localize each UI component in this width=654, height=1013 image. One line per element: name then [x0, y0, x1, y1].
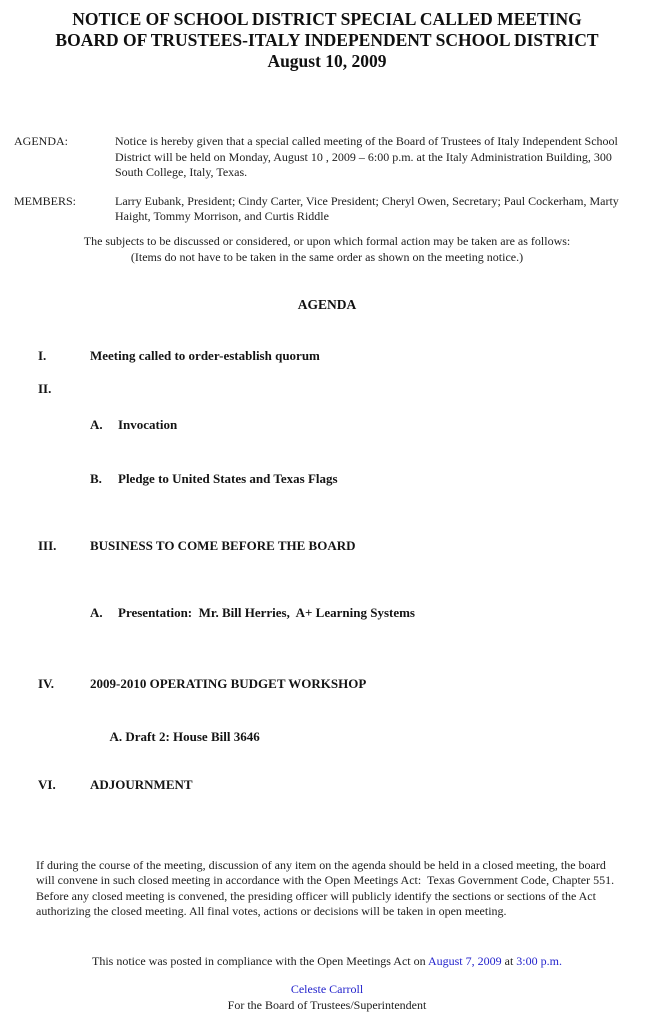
- agenda-item-2a-letter: A.: [90, 416, 103, 432]
- agenda-item-4-text: 2009-2010 OPERATING BUDGET WORKSHOP: [90, 675, 367, 691]
- agenda-notice-text: Notice is hereby given that a special called meeting of the Board of Trustees of Italy Independent School District will be held on Monday, August 10 , 2009 – 6:00 p.m. at the Italy Administration Building, 300 South College, Italy, Texas.: [115, 134, 621, 179]
- agenda-item-2b: [90, 470, 654, 488]
- members-label: MEMBERS:: [14, 193, 77, 208]
- posted-compliance-line: [0, 953, 654, 969]
- agenda-item-3a-letter: A.: [90, 604, 103, 620]
- agenda-item-4-numeral: IV.: [38, 675, 55, 691]
- agenda-item-1-text: Meeting called to order-establish quorum: [90, 347, 320, 363]
- agenda-item-2: [0, 380, 654, 524]
- agenda-item-3-numeral: III.: [38, 537, 57, 553]
- agenda-item-3a: [90, 568, 654, 658]
- agenda-label: AGENDA:: [14, 134, 68, 148]
- posted-prefix: This notice was posted in compliance with the Open Meetings Act on: [92, 953, 428, 968]
- agenda-item-6: [0, 776, 654, 794]
- agenda-item-4: [0, 675, 654, 693]
- agenda-item-4a-text: A. Draft 2: House Bill 3646: [109, 728, 260, 744]
- agenda-item-6-numeral: VI.: [38, 776, 56, 792]
- title-line-2: BOARD OF TRUSTEES-ITALY INDEPENDENT SCHOOL DISTRICT: [55, 30, 599, 50]
- agenda-item-3-text: BUSINESS TO COME BEFORE THE BOARD: [90, 537, 356, 553]
- agenda-item-1-numeral: I.: [38, 347, 47, 363]
- agenda-notice-row: [14, 134, 630, 181]
- agenda-item-2a-text: Invocation: [118, 416, 178, 432]
- agenda-item-2-numeral: II.: [38, 380, 52, 396]
- subjects-statement: [0, 233, 654, 265]
- document-title: [0, 0, 654, 72]
- agenda-item-2b-letter: B.: [90, 470, 102, 486]
- closed-meeting-statement: If during the course of the meeting, discussion of any item on the agenda should be held in a closed meeting, the board will convene in such closed meeting in accordance with the Open Meetings Act: Texas Government Code, Chapter 551. Before any closed meeting is convened, the presiding officer will publicly identify the sections or sections of the Act authorizing the closed meeting. All final votes, actions or decisions will be taken in open meeting.: [36, 857, 618, 918]
- posted-time: 3:00 p.m.: [516, 953, 562, 968]
- title-line-3: August 10, 2009: [267, 51, 387, 71]
- members-row: [14, 194, 630, 225]
- signature-block: [0, 981, 654, 1013]
- agenda-item-4a: [90, 710, 654, 764]
- members-text: Larry Eubank, President; Cindy Carter, Vice President; Cheryl Owen, Secretary; Paul Cockerham, Marty Haight, Tommy Morrison, and Curtis Riddle: [115, 193, 622, 223]
- posted-date: August 7, 2009: [427, 953, 502, 968]
- agenda-item-2b-text: Pledge to United States and Texas Flags: [118, 470, 338, 486]
- subjects-line-1: The subjects to be discussed or considered, or upon which formal action may be taken are as follows:: [83, 233, 571, 248]
- agenda-item-3a-text: Presentation: Mr. Bill Herries, A+ Learning Systems: [118, 604, 415, 620]
- signature-name: Celeste Carroll: [290, 981, 364, 996]
- agenda-heading: AGENDA: [297, 296, 357, 312]
- signature-role: For the Board of Trustees/Superintendent: [227, 997, 427, 1012]
- agenda-item-1: [0, 347, 654, 365]
- agenda-item-3: [0, 537, 654, 555]
- subjects-line-2: (Items do not have to be taken in the same order as shown on the meeting notice.): [130, 249, 524, 264]
- agenda-item-6-text: ADJOURNMENT: [90, 776, 193, 792]
- agenda-items: [0, 347, 654, 794]
- agenda-item-2a: [90, 416, 654, 434]
- title-line-1: NOTICE OF SCHOOL DISTRICT SPECIAL CALLED MEETING: [72, 9, 582, 29]
- posted-middle: at: [501, 953, 517, 968]
